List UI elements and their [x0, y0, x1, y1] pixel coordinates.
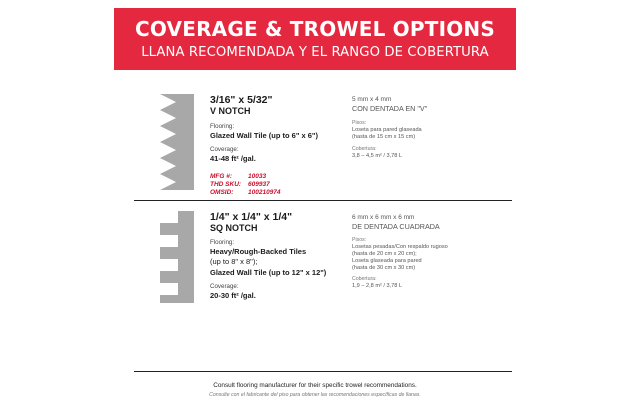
trowel-1-flooring: Glazed Wall Tile (up to 6" x 6"): [210, 131, 318, 140]
page-subtitle: LLANA RECOMENDADA Y EL RANGO DE COBERTURA: [141, 45, 489, 60]
trowel-1-coverage-label: Coverage:: [210, 145, 239, 153]
trowel-2-flooring-line: Glazed Wall Tile (up to 12" x 12"): [210, 268, 327, 277]
trowel-2-flooring-es-line: (hasta de 30 cm x 30 cm): [352, 265, 416, 271]
trowel-1-sku-omsid: OMSID: 100210974: [210, 189, 281, 196]
trowel-2-size-es: 6 mm x 6 mm x 6 mm: [352, 214, 415, 221]
trowel-2-coverage: 20-30 ft² /gal.: [210, 290, 256, 300]
trowel-2-details: [210, 211, 350, 300]
trowel-2-flooring-label-es: Pisos:: [352, 237, 367, 243]
trowel-1-details-es: [352, 96, 512, 160]
trowel-2-flooring-es-line: Losetas pesadas/Con respaldo rugoso: [352, 244, 448, 250]
trowel-2-coverage-es: 1,9 – 2,8 m² / 3,78 L: [352, 283, 403, 289]
page-title: COVERAGE & TROWEL OPTIONS: [135, 17, 495, 41]
trowel-1-flooring-es-line: (hasta de 15 cm x 15 cm): [352, 134, 416, 140]
footer-note: Consult flooring manufacturer for their specific trowel recommendations.: [213, 382, 417, 389]
trowel-1-details: [210, 94, 340, 197]
trowel-2-coverage-label-es: Cobertura:: [352, 276, 377, 282]
v-notch-trowel-icon: [158, 94, 198, 190]
trowel-1-sku-mfg: MFG #: 10033: [210, 173, 267, 180]
trowel-2-details-es: [352, 214, 512, 290]
trowel-2-flooring-label: Flooring:: [210, 239, 235, 246]
trowel-2-coverage-label: Coverage:: [210, 282, 239, 290]
trowel-1-flooring-label: Flooring:: [210, 123, 235, 130]
header-banner: [114, 8, 516, 70]
trowel-options-card: [114, 8, 516, 400]
trowel-2-flooring-line: (up to 8" x 8");: [210, 256, 258, 266]
trowel-1-size: 3/16" x 5/32": [210, 94, 273, 106]
square-notch-trowel-icon: [158, 211, 198, 303]
trowel-1-size-es: 5 mm x 4 mm: [352, 96, 392, 103]
trowel-1-sku-thd: THD SKU: 609937: [210, 181, 270, 188]
trowel-1-flooring-label-es: Pisos:: [352, 120, 367, 126]
trowel-2-notch: SQ NOTCH: [210, 223, 258, 233]
trowel-1-flooring-es-line: Loseta para pared glaseada: [352, 127, 422, 133]
trowel-2-flooring-es-line: (hasta de 20 cm x 20 cm);: [352, 251, 417, 257]
trowel-1-coverage-es: 3,8 – 4,5 m² / 3,78 L: [352, 153, 403, 159]
trowel-1-coverage-label-es: Cobertura:: [352, 146, 377, 152]
footer-divider: [134, 371, 512, 372]
trowel-1-notch: V NOTCH: [210, 106, 251, 116]
trowel-1-coverage: 41-48 ft² /gal.: [210, 153, 256, 163]
trowel-2-size: 1/4" x 1/4" x 1/4": [210, 211, 293, 223]
trowel-1-notch-es: CON DENTADA EN "V": [352, 104, 428, 113]
trowel-2-flooring-es-line: Loseta glaseada para pared: [352, 258, 422, 264]
footer-note-es: Consulte con el fabricante del piso para obtener las recomendaciones específicas de llanas.: [209, 392, 421, 398]
section-divider: [134, 200, 512, 201]
trowel-2-notch-es: DE DENTADA CUADRADA: [352, 222, 440, 231]
trowel-2-flooring-line: Heavy/Rough-Backed Tiles: [210, 247, 307, 256]
